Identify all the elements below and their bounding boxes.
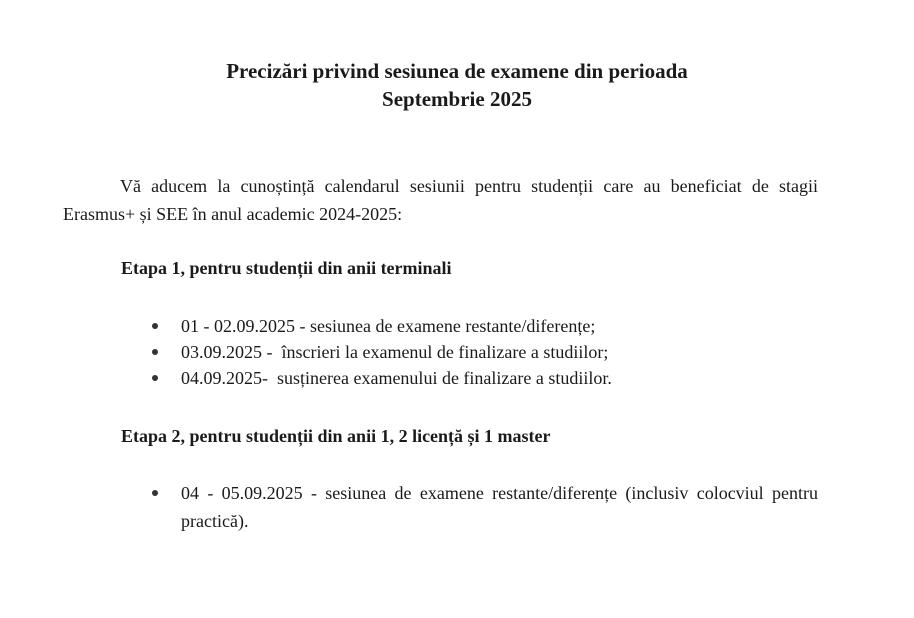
bullet-icon [152, 490, 158, 496]
stage-1-list [150, 313, 790, 391]
bullet-icon [152, 323, 158, 329]
list-item-text: 04.09.2025- susținerea examenului de finalizare a studiilor. [181, 368, 612, 388]
list-item-text: 01 - 02.09.2025 - sesiunea de examene restante/diferențe; [181, 316, 596, 336]
document-title-line-1: Precizări privind sesiunea de examene din perioada [226, 59, 688, 83]
list-item-text: 04 - 05.09.2025 - sesiunea de examene restante/diferențe (inclusiv colocviul pentru practică). [181, 483, 818, 531]
stage-2-list [150, 479, 818, 535]
list-item [150, 365, 790, 391]
list-item [150, 479, 818, 535]
list-item [150, 339, 790, 365]
list-item [150, 313, 790, 339]
list-item-text: 03.09.2025 - înscrieri la examenul de finalizare a studiilor; [181, 342, 609, 362]
bullet-icon [152, 375, 158, 381]
stage-2-heading: Etapa 2, pentru studenții din anii 1, 2 licență și 1 master [121, 426, 551, 446]
stage-1-heading: Etapa 1, pentru studenții din anii terminali [121, 258, 452, 278]
intro-paragraph: Vă aducem la cunoștință calendarul sesiunii pentru studenții care au beneficiat de stagii Erasmus+ și SEE în anul academic 2024-2025: [63, 176, 818, 224]
bullet-icon [152, 349, 158, 355]
document-title-line-2: Septembrie 2025 [382, 87, 532, 111]
